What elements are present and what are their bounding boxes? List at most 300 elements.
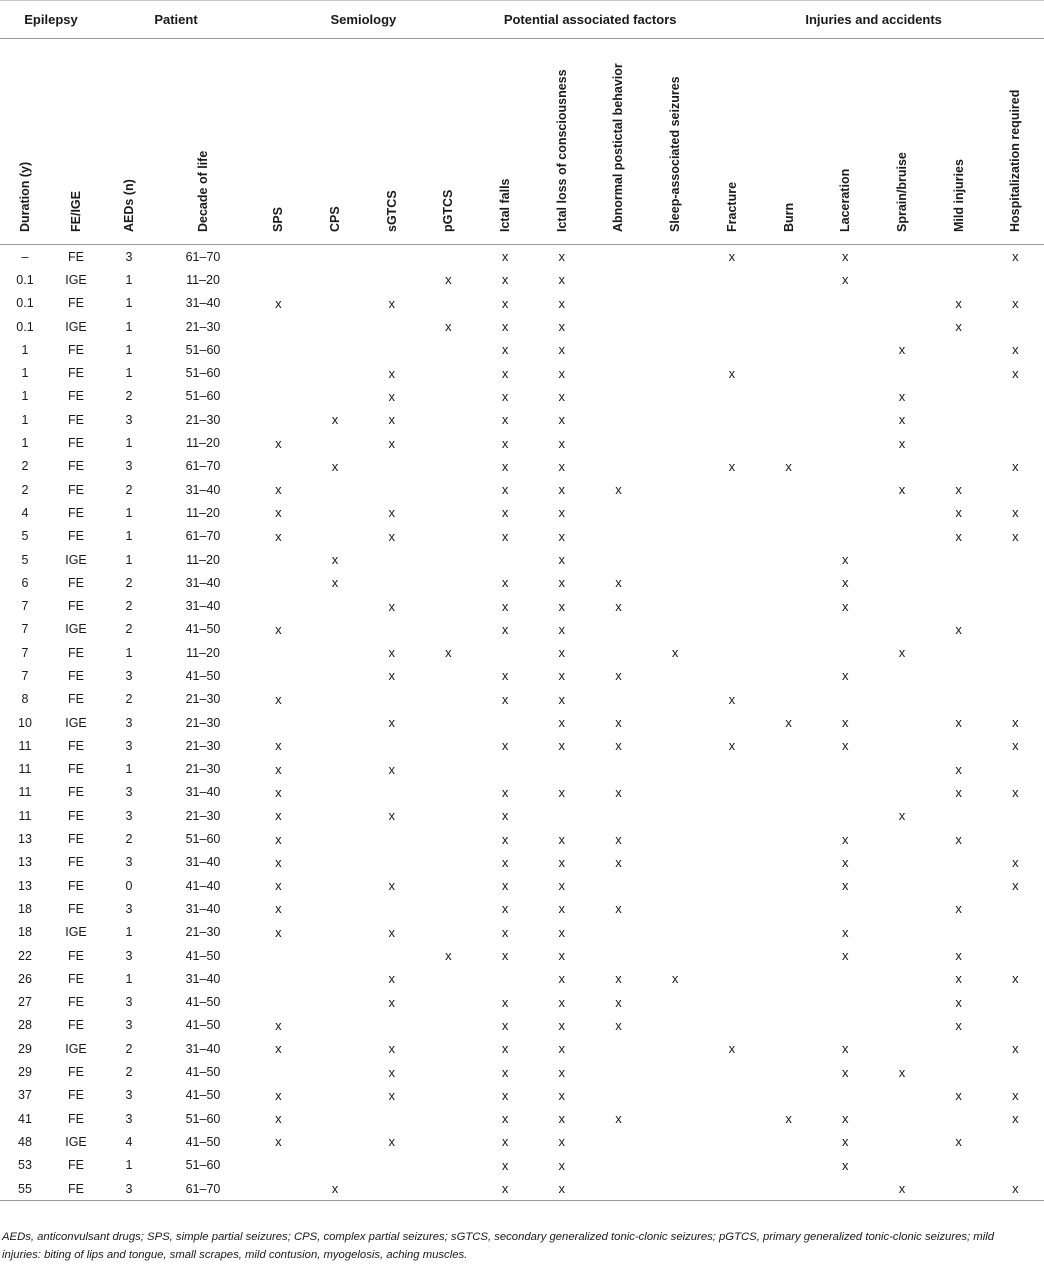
- mark-cell: [987, 688, 1044, 711]
- mark-cell: x: [275, 1111, 282, 1127]
- table-row: [0, 874, 1044, 897]
- table-cell: IGE: [65, 1041, 87, 1056]
- mark-cell: [874, 548, 931, 571]
- mark-cell: [250, 944, 307, 967]
- mark-cell: [363, 455, 420, 478]
- table-cell: 21–30: [185, 715, 221, 730]
- mark-cell: [874, 897, 931, 920]
- mark-cell: [307, 525, 364, 548]
- mark-cell: x: [955, 1134, 962, 1150]
- mark-cell: x: [388, 365, 395, 381]
- mark-cell: [874, 758, 931, 781]
- mark-cell: [704, 408, 761, 431]
- mark-cell: x: [501, 365, 509, 381]
- column-header: [760, 39, 817, 245]
- mark-cell: x: [1012, 528, 1019, 544]
- mark-cell: [420, 618, 477, 641]
- mark-cell: [420, 548, 477, 571]
- mark-cell: [760, 501, 817, 524]
- mark-cell: [477, 711, 534, 734]
- table-cell: 8: [21, 692, 29, 707]
- mark-cell: [420, 711, 477, 734]
- mark-cell: [987, 1154, 1044, 1177]
- column-header: [307, 39, 364, 245]
- table-cell: 1: [21, 412, 29, 427]
- mark-cell: [250, 245, 307, 269]
- table-cell: 29: [18, 1041, 32, 1056]
- mark-cell: x: [275, 1041, 282, 1057]
- mark-cell: x: [728, 365, 736, 381]
- table-cell: 1: [125, 436, 133, 451]
- mark-cell: x: [955, 1017, 962, 1033]
- mark-cell: [760, 758, 817, 781]
- table-cell: 0.1: [16, 296, 34, 311]
- column-header: [647, 39, 704, 245]
- mark-cell: [307, 804, 364, 827]
- mark-cell: [704, 548, 761, 571]
- mark-cell: [590, 455, 647, 478]
- mark-cell: [590, 688, 647, 711]
- table-cell: 2: [21, 482, 29, 497]
- mark-cell: [647, 874, 704, 897]
- mark-cell: [874, 874, 931, 897]
- mark-cell: [477, 967, 534, 990]
- mark-cell: [590, 548, 647, 571]
- mark-cell: x: [501, 924, 509, 940]
- mark-cell: [817, 338, 874, 361]
- table-cell: 1: [21, 436, 29, 451]
- column-header-label: CPS: [328, 206, 343, 232]
- mark-cell: x: [842, 598, 849, 614]
- mark-cell: x: [558, 784, 566, 800]
- mark-cell: x: [785, 715, 792, 731]
- mark-cell: [307, 1130, 364, 1153]
- mark-cell: [817, 804, 874, 827]
- mark-cell: x: [501, 831, 509, 847]
- mark-cell: x: [558, 878, 566, 894]
- mark-cell: [987, 991, 1044, 1014]
- mark-cell: [420, 1084, 477, 1107]
- mark-cell: [874, 688, 931, 711]
- column-header: [874, 39, 931, 245]
- mark-cell: x: [388, 878, 395, 894]
- mark-cell: x: [615, 854, 622, 870]
- mark-cell: x: [501, 598, 509, 614]
- mark-cell: x: [955, 971, 962, 987]
- table-row: [0, 804, 1044, 827]
- mark-cell: x: [955, 901, 962, 917]
- mark-cell: [704, 501, 761, 524]
- mark-cell: [307, 478, 364, 501]
- table-cell: 22: [18, 948, 32, 963]
- mark-cell: x: [955, 994, 962, 1010]
- table-cell: 3: [125, 412, 133, 427]
- mark-cell: x: [1012, 878, 1019, 894]
- mark-cell: x: [275, 295, 282, 311]
- column-header-label: FE/IGE: [69, 191, 83, 232]
- mark-cell: x: [558, 854, 566, 870]
- table-row: [0, 688, 1044, 711]
- mark-cell: [817, 991, 874, 1014]
- mark-cell: [987, 385, 1044, 408]
- mark-cell: [874, 315, 931, 338]
- mark-cell: [363, 688, 420, 711]
- mark-cell: x: [388, 1041, 395, 1057]
- table-cell: FE: [68, 459, 84, 474]
- mark-cell: [760, 921, 817, 944]
- mark-cell: x: [955, 528, 962, 544]
- table-row: [0, 525, 1044, 548]
- mark-cell: [250, 1177, 307, 1201]
- mark-cell: x: [307, 1177, 364, 1201]
- mark-cell: [760, 944, 817, 967]
- mark-cell: x: [558, 505, 566, 521]
- mark-cell: [363, 338, 420, 361]
- mark-cell: [647, 1014, 704, 1037]
- mark-cell: x: [501, 1041, 509, 1057]
- mark-cell: x: [558, 1041, 566, 1057]
- mark-cell: x: [615, 971, 622, 987]
- mark-cell: [704, 711, 761, 734]
- mark-cell: x: [955, 831, 962, 847]
- mark-cell: [987, 758, 1044, 781]
- table-cell: 1: [21, 342, 29, 357]
- mark-cell: [250, 315, 307, 338]
- mark-cell: [874, 594, 931, 617]
- mark-cell: [987, 641, 1044, 664]
- mark-cell: [930, 571, 987, 594]
- table-row: [0, 478, 1044, 501]
- table-cell: 1: [21, 366, 29, 381]
- mark-cell: x: [558, 388, 566, 404]
- mark-cell: [250, 991, 307, 1014]
- mark-cell: x: [842, 1157, 849, 1173]
- table-cell: 1: [125, 272, 133, 287]
- mark-cell: [307, 921, 364, 944]
- table-cell: FE: [68, 529, 84, 544]
- mark-cell: [307, 827, 364, 850]
- table-body: [0, 245, 1044, 1201]
- mark-cell: [533, 804, 590, 827]
- mark-cell: [760, 804, 817, 827]
- table-cell: 2: [125, 832, 133, 847]
- mark-cell: [307, 338, 364, 361]
- mark-cell: x: [388, 668, 395, 684]
- table-cell: 2: [125, 575, 133, 590]
- mark-cell: x: [1012, 1041, 1019, 1057]
- mark-cell: x: [558, 1157, 566, 1173]
- column-header-label: pGTCS: [441, 189, 456, 232]
- mark-cell: x: [501, 1017, 509, 1033]
- table-footnote: AEDs, anticonvulsant drugs; SPS, simple partial seizures; CPS, complex partial seizures; sGTCS, secondary generalized tonic-clonic seizures; pGTCS, primary generalized tonic-clonic seizures; mild injuries: biting of lips and tongue, small scrapes, mild contusion, myogelosis, aching muscles.: [2, 1231, 995, 1261]
- table-cell: 5: [21, 529, 29, 544]
- column-header-label: Sleep-associated seizures: [668, 76, 683, 232]
- mark-cell: x: [501, 458, 509, 474]
- mark-cell: x: [388, 435, 395, 451]
- mark-cell: x: [275, 482, 282, 498]
- table-cell: 61–70: [156, 1177, 250, 1201]
- mark-cell: [987, 594, 1044, 617]
- mark-cell: [817, 1014, 874, 1037]
- table-cell: 21–30: [185, 762, 221, 777]
- mark-cell: [930, 1177, 987, 1201]
- mark-cell: [760, 827, 817, 850]
- table-cell: –: [21, 249, 29, 264]
- mark-cell: [647, 431, 704, 454]
- mark-cell: [647, 361, 704, 384]
- mark-cell: [307, 1037, 364, 1060]
- mark-cell: x: [842, 668, 849, 684]
- table-cell: 3: [125, 1088, 133, 1103]
- mark-cell: [874, 1084, 931, 1107]
- mark-cell: [760, 385, 817, 408]
- mark-cell: [930, 804, 987, 827]
- mark-cell: [420, 478, 477, 501]
- mark-cell: [420, 897, 477, 920]
- mark-cell: [817, 361, 874, 384]
- table-cell: 31–40: [185, 901, 221, 916]
- mark-cell: x: [275, 761, 282, 777]
- mark-cell: [250, 455, 307, 478]
- mark-cell: x: [955, 784, 962, 800]
- mark-cell: x: [501, 878, 509, 894]
- mark-cell: [704, 594, 761, 617]
- mark-cell: [704, 525, 761, 548]
- mark-cell: [363, 734, 420, 757]
- group-header: Potential associated factors: [477, 1, 704, 39]
- mark-cell: [647, 594, 704, 617]
- group-header: Semiology: [250, 1, 477, 39]
- mark-cell: x: [558, 901, 566, 917]
- mark-cell: [363, 245, 420, 269]
- mark-cell: [647, 1060, 704, 1083]
- mark-cell: x: [501, 388, 509, 404]
- mark-cell: x: [842, 1041, 849, 1057]
- mark-cell: x: [501, 295, 509, 311]
- table-cell: 55: [0, 1177, 50, 1201]
- mark-cell: [930, 1107, 987, 1130]
- mark-cell: x: [1012, 854, 1019, 870]
- mark-cell: [817, 618, 874, 641]
- mark-cell: [647, 245, 704, 269]
- mark-cell: x: [501, 808, 509, 824]
- mark-cell: x: [558, 1087, 566, 1103]
- mark-cell: [533, 758, 590, 781]
- mark-cell: x: [388, 528, 395, 544]
- table-cell: 11–20: [186, 272, 220, 287]
- table-cell: 2: [21, 459, 29, 474]
- mark-cell: [590, 431, 647, 454]
- table-row: [0, 315, 1044, 338]
- mark-cell: [874, 292, 931, 315]
- mark-cell: [930, 1060, 987, 1083]
- mark-cell: [987, 478, 1044, 501]
- mark-cell: [590, 408, 647, 431]
- mark-cell: [987, 921, 1044, 944]
- mark-cell: [760, 1154, 817, 1177]
- table-cell: 13: [18, 878, 32, 893]
- mark-cell: x: [331, 412, 339, 428]
- mark-cell: [307, 897, 364, 920]
- mark-cell: [760, 967, 817, 990]
- mark-cell: x: [275, 691, 282, 707]
- mark-cell: x: [558, 295, 566, 311]
- mark-cell: x: [671, 971, 679, 987]
- mark-cell: [477, 758, 534, 781]
- mark-cell: [307, 245, 364, 269]
- mark-cell: [590, 874, 647, 897]
- table-cell: 0.1: [16, 319, 34, 334]
- mark-cell: [874, 1014, 931, 1037]
- table-cell: 3: [125, 738, 133, 753]
- table-cell: FE: [68, 1158, 84, 1173]
- mark-cell: [307, 618, 364, 641]
- mark-cell: x: [558, 482, 566, 498]
- table-row: [0, 1154, 1044, 1177]
- mark-cell: [817, 781, 874, 804]
- table-cell: 3: [125, 249, 133, 264]
- mark-cell: x: [1012, 295, 1019, 311]
- mark-cell: [590, 804, 647, 827]
- mark-cell: [704, 478, 761, 501]
- mark-cell: [987, 315, 1044, 338]
- mark-cell: x: [728, 458, 736, 474]
- mark-cell: [307, 734, 364, 757]
- mark-cell: x: [275, 808, 282, 824]
- mark-cell: [307, 501, 364, 524]
- mark-cell: [647, 758, 704, 781]
- mark-cell: x: [388, 808, 395, 824]
- table-cell: 3: [125, 808, 133, 823]
- table-cell: 41–50: [185, 668, 221, 683]
- mark-cell: [817, 897, 874, 920]
- table-cell: 53: [18, 1158, 32, 1173]
- table-row: [0, 385, 1044, 408]
- table-row: [0, 664, 1044, 687]
- table-cell: 10: [18, 715, 32, 730]
- mark-cell: [987, 944, 1044, 967]
- column-header-label: Mild injuries: [951, 159, 966, 232]
- table-cell: 21–30: [185, 925, 221, 940]
- mark-cell: [704, 1177, 761, 1201]
- mark-cell: [307, 268, 364, 291]
- table-row: [0, 245, 1044, 269]
- mark-cell: x: [558, 621, 566, 637]
- table-header: [0, 1, 1044, 245]
- mark-cell: [760, 525, 817, 548]
- mark-cell: [647, 455, 704, 478]
- mark-cell: [704, 664, 761, 687]
- table-row: [0, 897, 1044, 920]
- mark-cell: [590, 361, 647, 384]
- mark-cell: [874, 827, 931, 850]
- mark-cell: [420, 455, 477, 478]
- mark-cell: x: [898, 645, 906, 661]
- mark-cell: x: [331, 458, 339, 474]
- mark-cell: [363, 1177, 420, 1201]
- table-cell: FE: [68, 785, 84, 800]
- table-row: [0, 338, 1044, 361]
- table-cell: 41–50: [185, 1088, 221, 1103]
- mark-cell: x: [842, 552, 849, 567]
- mark-cell: [420, 1177, 477, 1201]
- mark-cell: x: [275, 854, 282, 870]
- mark-cell: x: [728, 738, 736, 754]
- mark-cell: x: [898, 388, 906, 404]
- table-row: [0, 548, 1044, 571]
- mark-cell: [647, 944, 704, 967]
- mark-cell: [420, 967, 477, 990]
- mark-cell: x: [388, 924, 395, 940]
- table-row: [0, 1107, 1044, 1130]
- table-cell: 29: [18, 1065, 32, 1080]
- mark-cell: [647, 1177, 704, 1201]
- mark-cell: x: [842, 575, 849, 591]
- mark-cell: x: [1012, 738, 1019, 754]
- table-cell: FE: [68, 599, 84, 614]
- group-header-row: [0, 1, 1044, 39]
- mark-cell: [874, 991, 931, 1014]
- table-cell: 51–60: [185, 389, 221, 404]
- mark-cell: [307, 991, 364, 1014]
- mark-cell: x: [615, 831, 622, 847]
- mark-cell: [420, 827, 477, 850]
- mark-cell: x: [1012, 505, 1019, 521]
- mark-cell: [930, 268, 987, 291]
- table-row: [0, 594, 1044, 617]
- mark-cell: x: [955, 505, 962, 521]
- mark-cell: [987, 1014, 1044, 1037]
- table-cell: 18: [18, 925, 32, 940]
- mark-cell: [760, 478, 817, 501]
- table-cell: 28: [18, 1018, 32, 1033]
- mark-cell: x: [275, 528, 282, 544]
- mark-cell: [874, 571, 931, 594]
- mark-cell: x: [501, 1157, 509, 1173]
- mark-cell: x: [558, 715, 566, 731]
- mark-cell: [987, 268, 1044, 291]
- mark-cell: x: [558, 924, 566, 940]
- table-row: [0, 501, 1044, 524]
- mark-cell: [930, 455, 987, 478]
- table-cell: 41: [18, 1111, 32, 1126]
- mark-cell: x: [785, 1111, 792, 1127]
- table-cell: 3: [125, 715, 133, 730]
- column-header-row: [0, 39, 1044, 245]
- mark-cell: [704, 1107, 761, 1130]
- table-row: [0, 1037, 1044, 1060]
- mark-cell: [647, 664, 704, 687]
- table-cell: 51–60: [185, 1111, 221, 1126]
- mark-cell: [420, 1037, 477, 1060]
- mark-cell: [760, 1084, 817, 1107]
- mark-cell: [704, 1154, 761, 1177]
- mark-cell: [817, 292, 874, 315]
- table-cell: IGE: [65, 622, 87, 637]
- mark-cell: [930, 874, 987, 897]
- mark-cell: x: [615, 575, 622, 591]
- table-cell: FE: [68, 575, 84, 590]
- mark-cell: [987, 1060, 1044, 1083]
- mark-cell: [647, 1154, 704, 1177]
- column-header: [420, 39, 477, 245]
- mark-cell: [363, 781, 420, 804]
- mark-cell: x: [558, 738, 566, 754]
- mark-cell: x: [501, 505, 509, 521]
- mark-cell: [420, 594, 477, 617]
- mark-cell: x: [558, 528, 566, 544]
- mark-cell: [590, 618, 647, 641]
